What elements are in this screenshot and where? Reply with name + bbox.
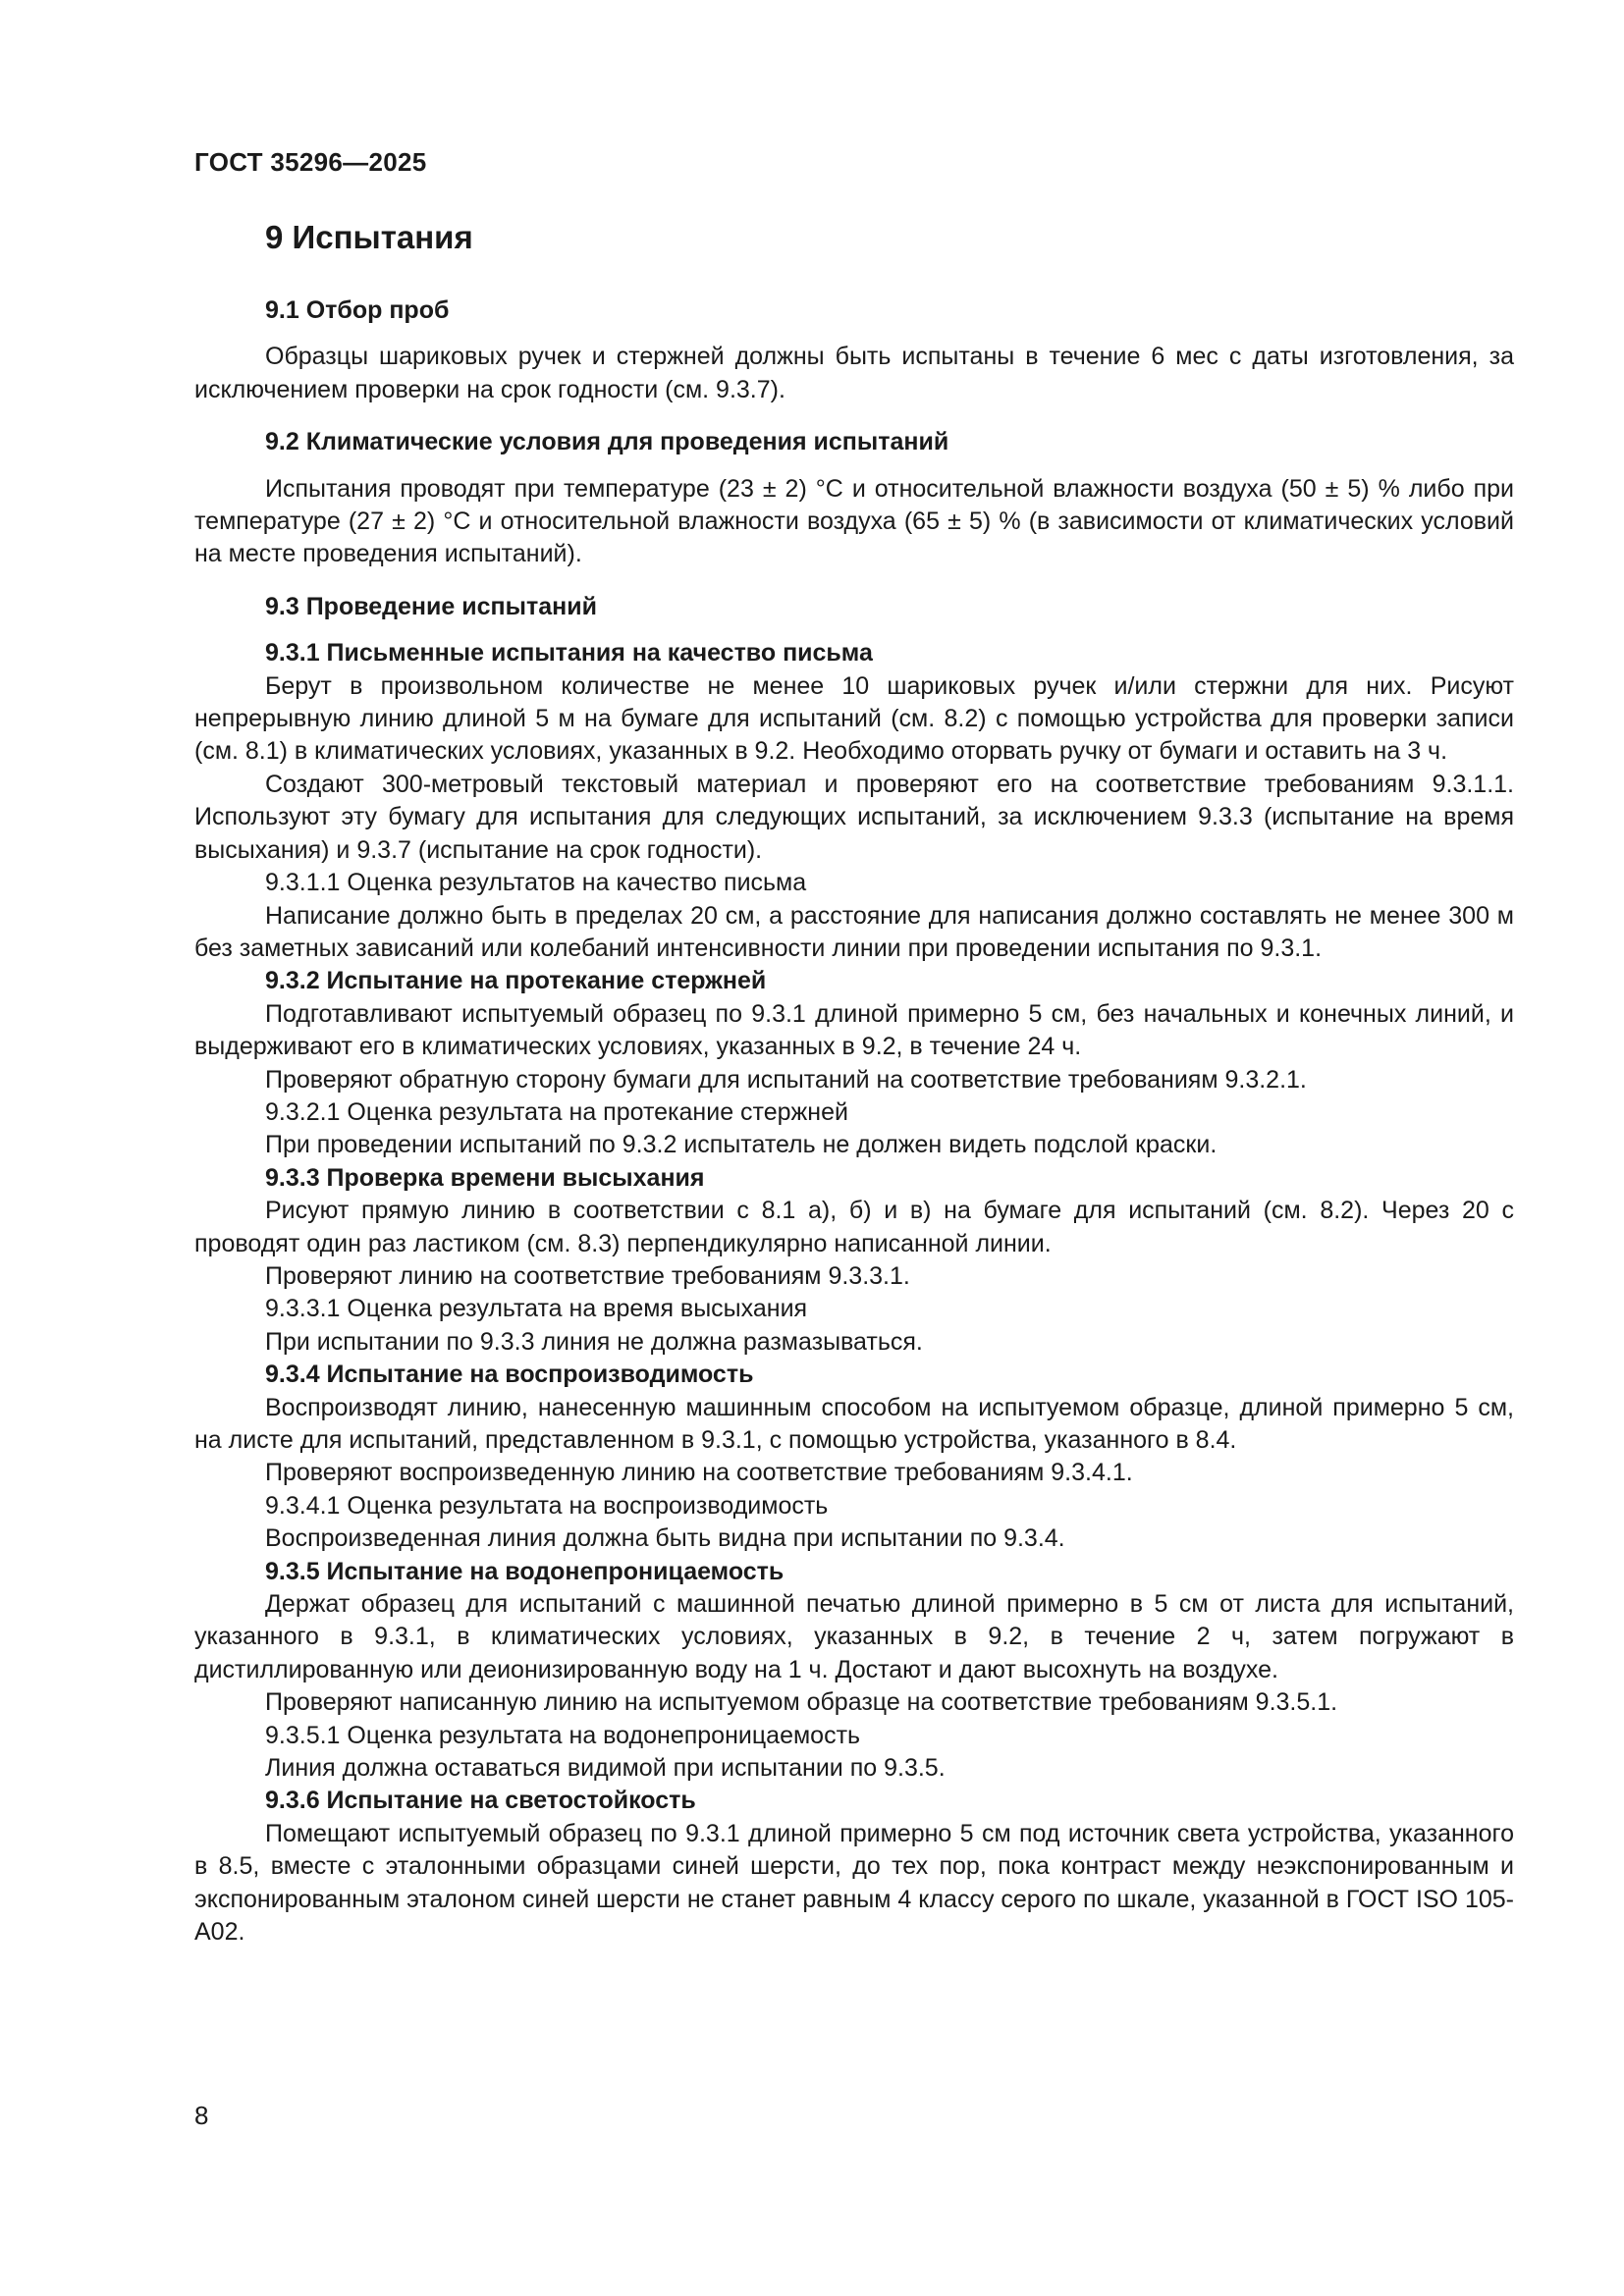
document-body	[194, 218, 1514, 1949]
paragraph: Рисуют прямую линию в соответствии с 8.1 а), б) и в) на бумаге для испытаний (см. 8.2). Через 20 с проводят один раз ластиком (см. 8.3) перпендикулярно написанной линии.	[194, 1197, 1514, 1257]
subsection-9-3-1-title: 9.3.1 Письменные испытания на качество письма	[265, 639, 873, 667]
subsection-9-2-title: 9.2 Климатические условия для проведения испытаний	[265, 428, 949, 456]
subsection-9-1-title: 9.1 Отбор проб	[265, 296, 450, 324]
paragraph: 9.3.4.1 Оценка результата на воспроизводимость	[265, 1491, 829, 1520]
paragraph: При проведении испытаний по 9.3.2 испытатель не должен видеть подслой краски.	[265, 1131, 1218, 1159]
paragraph: Испытания проводят при температуре (23 ± 2) °С и относительной влажности воздуха (50 ± 5) % либо при температуре (27 ± 2) °С и относительной влажности воздуха (65 ± 5) % (в зависимости от климатических условий на месте проведения испытаний).	[194, 474, 1514, 568]
paragraph: Проверяют воспроизведенную линию на соответствие требованиям 9.3.4.1.	[265, 1459, 1133, 1487]
paragraph: Берут в произвольном количестве не менее 10 шариковых ручек и/или стержни для них. Рисуют непрерывную линию длиной 5 м на бумаге для испытаний (см. 8.2) с помощью устройства для проверки записи (см. 8.1) в климатических условиях, указанных в 9.2. Необходимо оторвать ручку от бумаги и оставить на 3 ч.	[194, 671, 1514, 766]
paragraph: При испытании по 9.3.3 линия не должна размазываться.	[265, 1327, 923, 1356]
paragraph: Воспроизводят линию, нанесенную машинным способом на испытуемом образце, длиной примерно 5 см, на листе для испытаний, представленном в 9.3.1, с помощью устройства, указанного в 8.4.	[194, 1393, 1514, 1454]
paragraph: 9.3.5.1 Оценка результата на водонепроницаемость	[265, 1721, 861, 1749]
page-number: 8	[194, 2101, 209, 2130]
paragraph: Держат образец для испытаний с машинной печатью длиной примерно в 5 см от листа для испытаний, указанного в 9.3.1, в климатических условиях, указанных в 9.2, в течение 2 ч, затем погружают в дистиллированную или деионизированную воду на 1 ч. Достают и дают высохнуть на воздухе.	[194, 1590, 1514, 1683]
paragraph: Воспроизведенная линия должна быть видна при испытании по 9.3.4.	[265, 1524, 1065, 1553]
paragraph: 9.3.2.1 Оценка результата на протекание стержней	[265, 1097, 848, 1126]
paragraph: 9.3.1.1 Оценка результатов на качество письма	[265, 869, 807, 897]
paragraph: Написание должно быть в пределах 20 см, а расстояние для написания должно составлять не менее 300 м без заметных зависаний или колебаний интенсивности линии при проведении испытания по 9.3.1.	[194, 901, 1514, 962]
section-title: 9 Испытания	[265, 219, 473, 255]
paragraph: Подготавливают испытуемый образец по 9.3.1 длиной примерно 5 см, без начальных и конечных линий, и выдерживают его в климатических условиях, указанных в 9.2, в течение 24 ч.	[194, 999, 1514, 1061]
paragraph: Проверяют написанную линию на испытуемом образце на соответствие требованиям 9.3.5.1.	[265, 1688, 1338, 1717]
paragraph: Линия должна оставаться видимой при испытании по 9.3.5.	[265, 1754, 946, 1783]
paragraph: Образцы шариковых ручек и стержней должны быть испытаны в течение 6 мес с даты изготовления, за исключением проверки на срок годности (см. 9.3.7).	[194, 343, 1514, 403]
paragraph: Проверяют линию на соответствие требованиям 9.3.3.1.	[265, 1261, 910, 1290]
paragraph: Создают 300-метровый текстовый материал и проверяют его на соответствие требованиям 9.3.1.1. Используют эту бумагу для испытания для следующих испытаний, за исключением 9.3.3 (испытание на время высыхания) и 9.3.7 (испытание на срок годности).	[194, 770, 1514, 864]
paragraph: Помещают испытуемый образец по 9.3.1 длиной примерно 5 см под источник света устройства, указанного в 8.5, вместе с эталонными образцами синей шерсти, до тех пор, пока контраст между неэкспонированным и экспонированным эталоном синей шерсти не станет равным 4 классу серого по шкале, указанной в ГОСТ ISO 105-A02.	[194, 1819, 1514, 1947]
paragraph: Проверяют обратную сторону бумаги для испытаний на соответствие требованиям 9.3.2.1.	[265, 1065, 1307, 1094]
subsection-9-3-5-title: 9.3.5 Испытание на водонепроницаемость	[265, 1557, 785, 1585]
subsection-9-3-3-title: 9.3.3 Проверка времени высыхания	[265, 1163, 705, 1192]
subsection-9-3-2-title: 9.3.2 Испытание на протекание стержней	[265, 967, 767, 995]
subsection-9-3-4-title: 9.3.4 Испытание на воспроизводимость	[265, 1361, 754, 1389]
standard-code-header: ГОСТ 35296—2025	[194, 147, 427, 177]
subsection-9-3-title: 9.3 Проведение испытаний	[265, 592, 597, 620]
subsection-9-3-6-title: 9.3.6 Испытание на светостойкость	[265, 1787, 696, 1815]
paragraph: 9.3.3.1 Оценка результата на время высыхания	[265, 1295, 808, 1323]
